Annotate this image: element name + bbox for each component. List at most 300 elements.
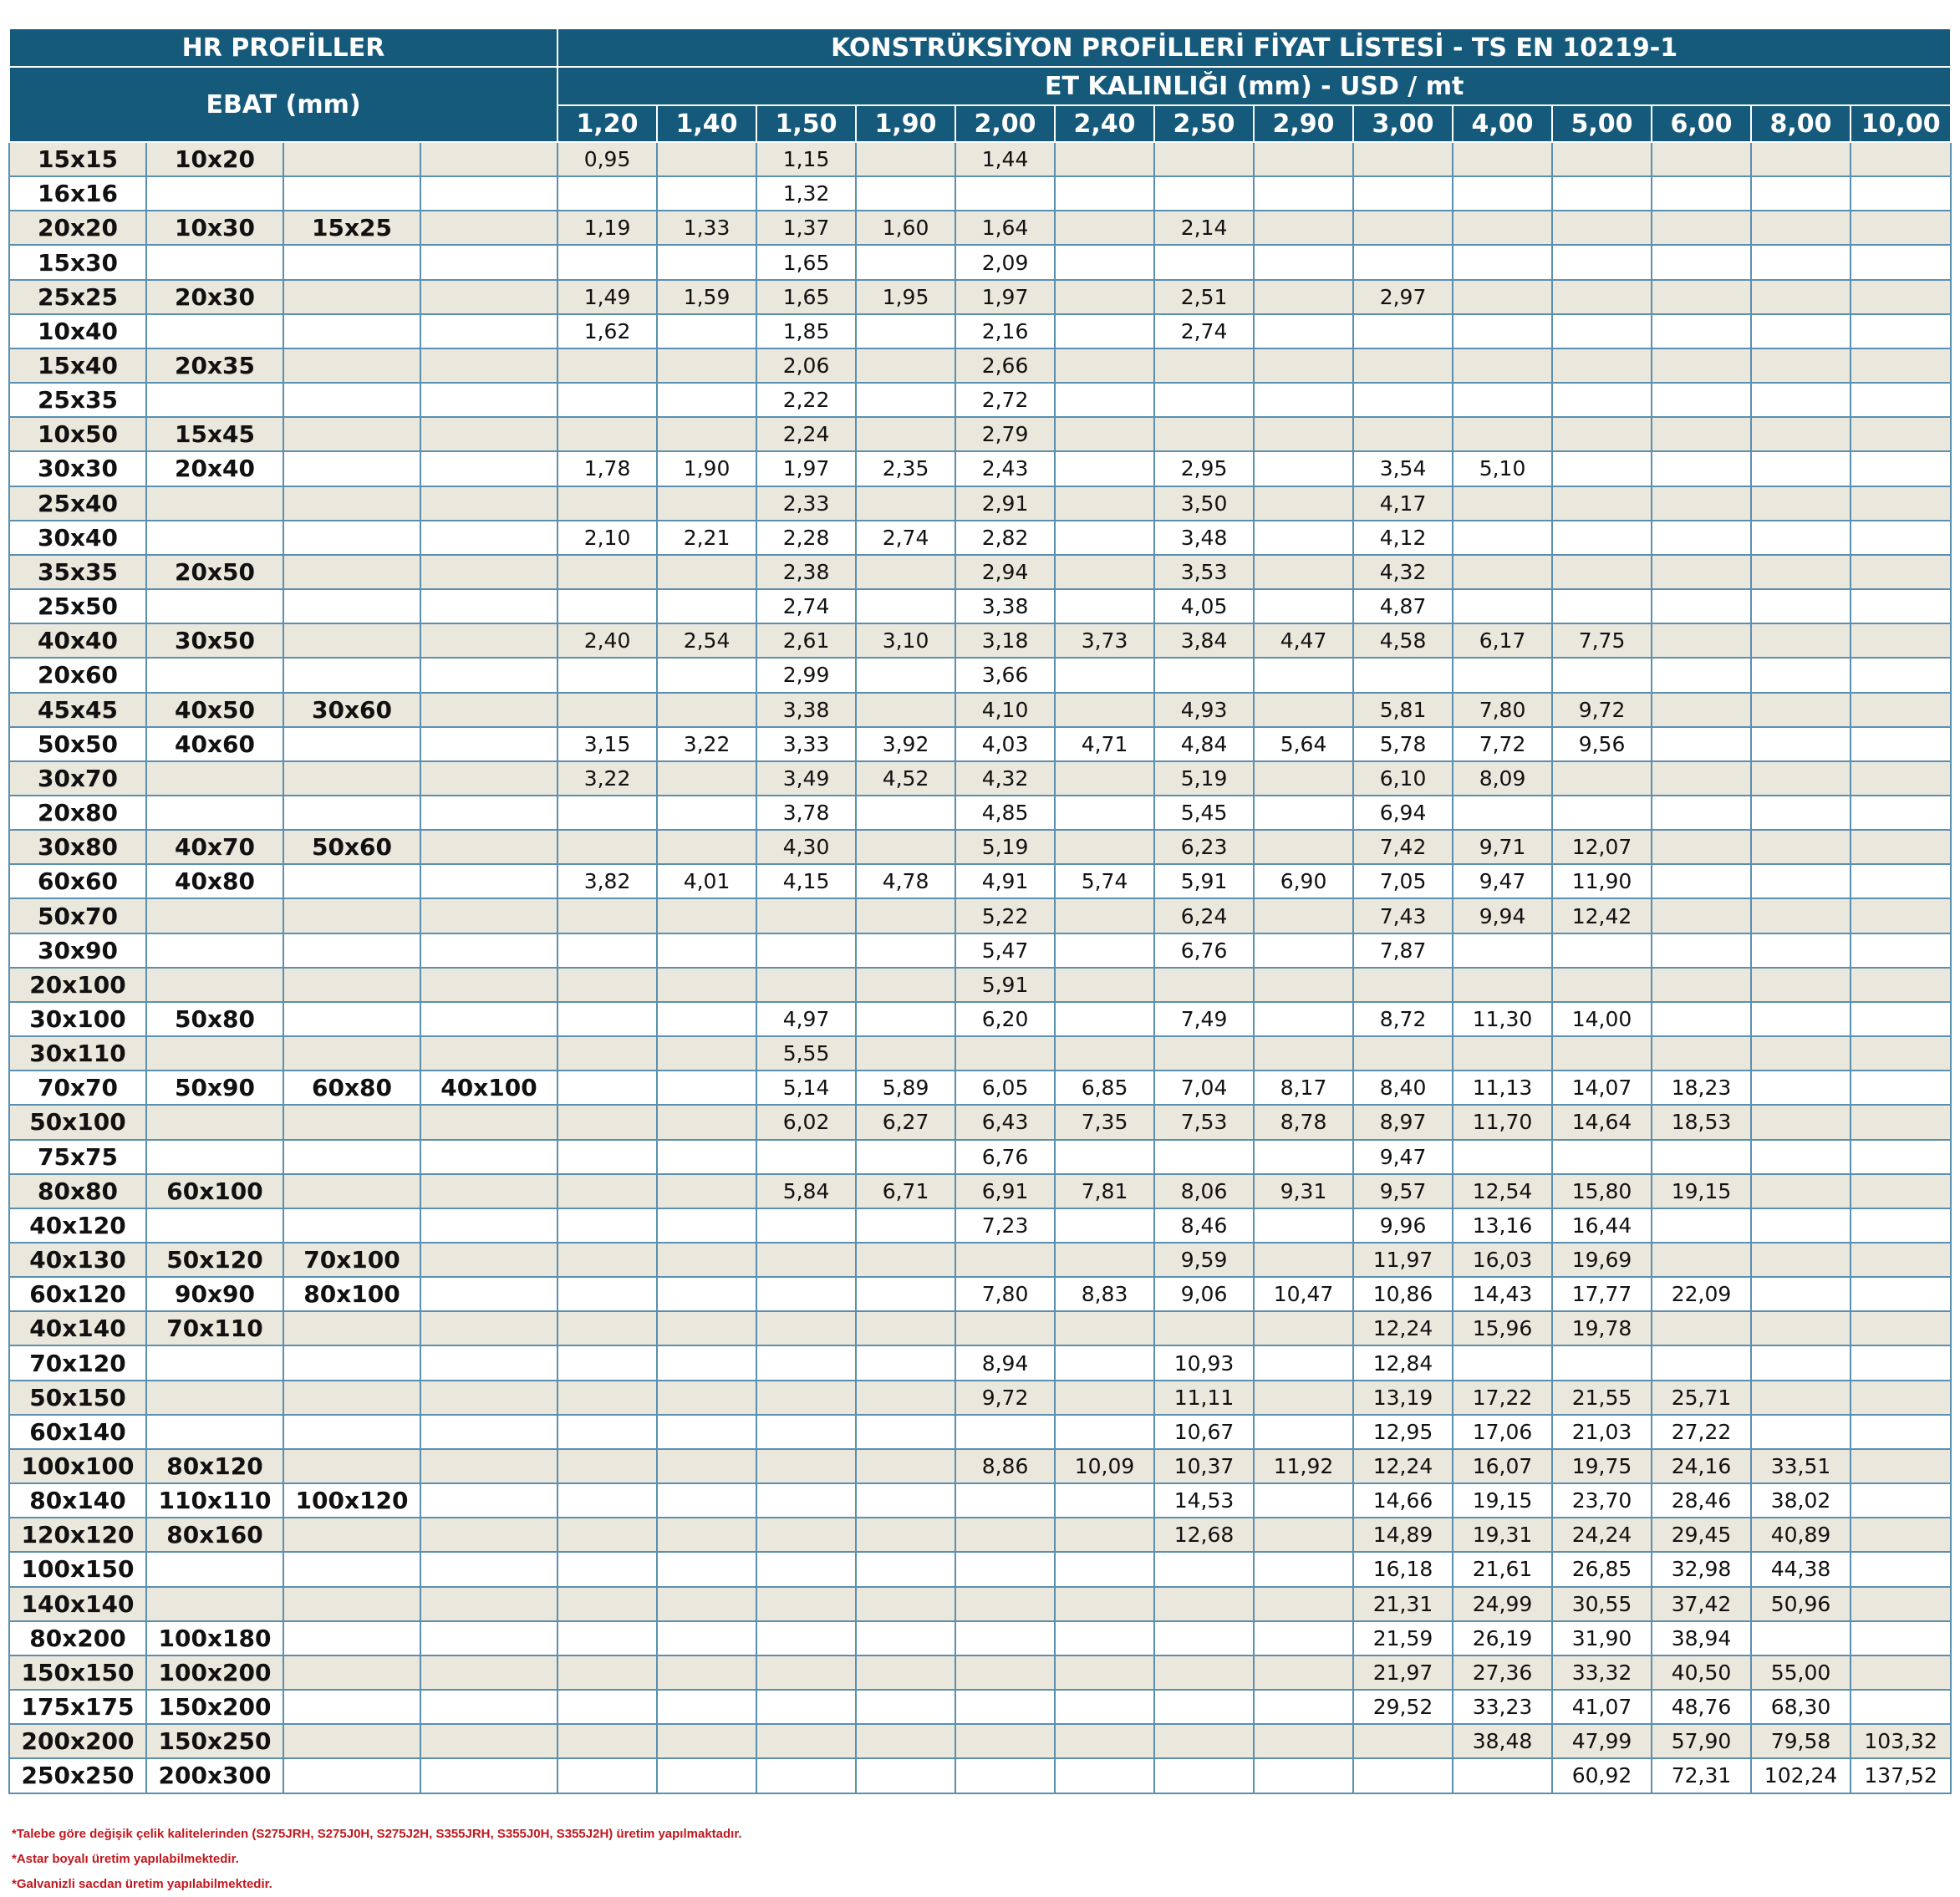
price-cell	[856, 1036, 955, 1071]
price-cell: 21,31	[1353, 1587, 1453, 1621]
size-cell: 50x80	[146, 1002, 283, 1036]
thickness-header-cell: 3,00	[1353, 105, 1453, 142]
price-cell	[1453, 383, 1552, 417]
price-cell: 2,79	[955, 417, 1055, 451]
price-cell: 8,46	[1154, 1208, 1254, 1243]
price-cell	[557, 658, 657, 692]
size-cell	[420, 898, 557, 933]
price-cell	[557, 796, 657, 830]
price-cell	[1254, 1758, 1353, 1793]
size-cell: 50x50	[9, 727, 146, 761]
price-cell	[1552, 451, 1652, 486]
price-cell: 3,53	[1154, 555, 1254, 589]
price-cell	[955, 176, 1055, 211]
price-cell	[1552, 933, 1652, 968]
table-row	[9, 1105, 1951, 1139]
size-cell	[283, 658, 420, 692]
price-cell	[1254, 898, 1353, 933]
price-cell	[1851, 142, 1951, 176]
price-cell: 5,19	[1154, 761, 1254, 796]
price-cell	[557, 348, 657, 383]
price-cell	[856, 1483, 955, 1518]
price-cell	[657, 1552, 756, 1586]
price-cell	[1652, 898, 1751, 933]
size-cell	[146, 1415, 283, 1449]
size-cell	[420, 1724, 557, 1758]
price-cell	[1154, 1758, 1254, 1793]
price-cell	[1552, 245, 1652, 279]
price-cell: 1,97	[955, 280, 1055, 314]
size-cell	[146, 968, 283, 1002]
price-cell	[657, 245, 756, 279]
price-cell: 5,47	[955, 933, 1055, 968]
price-cell	[657, 417, 756, 451]
price-cell	[1652, 555, 1751, 589]
price-cell	[1055, 761, 1154, 796]
price-cell	[856, 693, 955, 727]
price-cell: 2,22	[756, 383, 856, 417]
price-cell: 1,64	[955, 211, 1055, 245]
price-cell: 8,86	[955, 1449, 1055, 1483]
price-cell	[1055, 968, 1154, 1002]
price-cell	[557, 1621, 657, 1655]
price-cell	[1453, 1036, 1552, 1071]
price-cell: 6,71	[856, 1174, 955, 1208]
price-cell: 6,20	[955, 1002, 1055, 1036]
table-row	[9, 176, 1951, 211]
price-cell	[1552, 417, 1652, 451]
price-cell	[657, 1621, 756, 1655]
size-cell: 30x80	[9, 830, 146, 864]
price-cell: 9,47	[1453, 864, 1552, 898]
price-cell	[1254, 589, 1353, 623]
price-cell	[1652, 761, 1751, 796]
price-cell	[557, 1552, 657, 1586]
price-cell	[1552, 761, 1652, 796]
thickness-header-cell: 1,50	[756, 105, 856, 142]
price-cell: 21,55	[1552, 1381, 1652, 1415]
price-cell: 19,75	[1552, 1449, 1652, 1483]
price-cell	[657, 1036, 756, 1071]
price-cell	[1851, 555, 1951, 589]
price-cell	[955, 1311, 1055, 1345]
table-row	[9, 521, 1951, 555]
size-cell	[283, 796, 420, 830]
price-cell: 4,12	[1353, 521, 1453, 555]
price-cell	[557, 1243, 657, 1277]
price-cell: 7,35	[1055, 1105, 1154, 1139]
price-cell	[1055, 245, 1154, 279]
size-cell	[283, 1002, 420, 1036]
price-cell: 6,02	[756, 1105, 856, 1139]
price-cell: 3,66	[955, 658, 1055, 692]
price-cell: 17,22	[1453, 1381, 1552, 1415]
size-cell: 70x100	[283, 1243, 420, 1277]
price-cell	[1254, 1552, 1353, 1586]
price-cell	[1353, 176, 1453, 211]
price-cell: 7,49	[1154, 1002, 1254, 1036]
price-cell	[1453, 211, 1552, 245]
price-cell	[557, 1277, 657, 1311]
price-cell	[756, 898, 856, 933]
size-cell	[283, 1415, 420, 1449]
size-cell: 15x15	[9, 142, 146, 176]
size-cell	[420, 211, 557, 245]
price-cell	[657, 693, 756, 727]
price-cell	[1652, 486, 1751, 521]
size-cell: 30x30	[9, 451, 146, 486]
size-cell: 35x35	[9, 555, 146, 589]
price-cell	[1652, 211, 1751, 245]
price-cell: 14,89	[1353, 1518, 1453, 1552]
price-cell	[1851, 1105, 1951, 1139]
price-cell: 2,24	[756, 417, 856, 451]
price-cell	[1254, 1518, 1353, 1552]
price-cell	[756, 1621, 856, 1655]
price-cell: 4,32	[1353, 555, 1453, 589]
price-cell	[1851, 1483, 1951, 1518]
price-cell	[1751, 245, 1851, 279]
size-cell	[283, 555, 420, 589]
size-cell	[283, 245, 420, 279]
price-cell: 21,03	[1552, 1415, 1652, 1449]
price-cell	[1751, 383, 1851, 417]
table-row	[9, 417, 1951, 451]
size-cell: 250x250	[9, 1758, 146, 1793]
price-cell: 6,76	[1154, 933, 1254, 968]
size-cell	[420, 623, 557, 658]
thickness-header-cell: 2,40	[1055, 105, 1154, 142]
table-row	[9, 727, 1951, 761]
price-cell	[1453, 314, 1552, 348]
size-cell: 20x30	[146, 280, 283, 314]
price-cell	[657, 1105, 756, 1139]
price-cell	[856, 830, 955, 864]
price-cell: 2,54	[657, 623, 756, 658]
price-cell	[756, 1345, 856, 1380]
price-cell: 1,65	[756, 245, 856, 279]
price-cell	[1055, 555, 1154, 589]
price-cell: 4,91	[955, 864, 1055, 898]
table-row	[9, 968, 1951, 1002]
size-cell	[146, 1552, 283, 1586]
price-cell	[856, 1002, 955, 1036]
price-cell	[1055, 417, 1154, 451]
thickness-header-cell: 8,00	[1751, 105, 1851, 142]
price-cell	[1851, 1587, 1951, 1621]
price-cell: 4,30	[756, 830, 856, 864]
price-cell: 2,82	[955, 521, 1055, 555]
price-cell	[1851, 451, 1951, 486]
size-cell: 10x20	[146, 142, 283, 176]
price-cell: 4,87	[1353, 589, 1453, 623]
price-cell	[1652, 314, 1751, 348]
price-cell	[1652, 693, 1751, 727]
price-cell	[756, 1552, 856, 1586]
price-cell	[657, 1415, 756, 1449]
price-cell	[856, 1381, 955, 1415]
price-cell: 3,22	[657, 727, 756, 761]
price-cell	[1552, 589, 1652, 623]
size-cell: 20x40	[146, 451, 283, 486]
table-row	[9, 693, 1951, 727]
price-cell: 25,71	[1652, 1381, 1751, 1415]
price-cell	[657, 1758, 756, 1793]
price-cell	[1453, 245, 1552, 279]
price-cell	[1254, 1690, 1353, 1724]
price-cell	[1254, 1381, 1353, 1415]
price-cell: 10,09	[1055, 1449, 1154, 1483]
size-cell: 50x90	[146, 1071, 283, 1105]
price-cell	[1851, 658, 1951, 692]
price-cell: 2,38	[756, 555, 856, 589]
size-cell: 20x35	[146, 348, 283, 383]
price-cell	[856, 176, 955, 211]
size-cell: 140x140	[9, 1587, 146, 1621]
price-cell: 5,78	[1353, 727, 1453, 761]
size-cell	[420, 1174, 557, 1208]
price-cell: 3,54	[1353, 451, 1453, 486]
price-cell: 37,42	[1652, 1587, 1751, 1621]
size-cell	[420, 1690, 557, 1724]
size-cell: 70x120	[9, 1345, 146, 1380]
price-cell	[1751, 727, 1851, 761]
price-cell: 7,80	[1453, 693, 1552, 727]
price-cell	[856, 1449, 955, 1483]
price-cell	[1652, 348, 1751, 383]
price-cell	[1851, 314, 1951, 348]
size-cell	[420, 1208, 557, 1243]
price-cell	[1453, 1140, 1552, 1174]
size-cell	[283, 933, 420, 968]
price-cell: 68,30	[1751, 1690, 1851, 1724]
price-cell	[1851, 1071, 1951, 1105]
table-row	[9, 245, 1951, 279]
table-row	[9, 589, 1951, 623]
price-cell: 3,38	[955, 589, 1055, 623]
price-cell: 3,49	[756, 761, 856, 796]
price-cell	[1055, 280, 1154, 314]
price-cell: 6,85	[1055, 1071, 1154, 1105]
price-cell	[856, 658, 955, 692]
size-cell: 150x150	[9, 1655, 146, 1690]
price-cell: 2,97	[1353, 280, 1453, 314]
price-cell	[955, 1552, 1055, 1586]
price-cell: 18,53	[1652, 1105, 1751, 1139]
price-cell	[557, 1587, 657, 1621]
price-cell	[557, 176, 657, 211]
price-cell	[657, 1449, 756, 1483]
price-cell	[1652, 830, 1751, 864]
price-cell: 5,45	[1154, 796, 1254, 830]
price-cell	[1652, 864, 1751, 898]
table-row	[9, 1381, 1951, 1415]
size-cell	[146, 1105, 283, 1139]
price-cell	[1254, 1243, 1353, 1277]
price-cell: 4,03	[955, 727, 1055, 761]
price-cell	[657, 1655, 756, 1690]
price-cell	[1055, 348, 1154, 383]
size-cell	[283, 1311, 420, 1345]
price-cell: 7,23	[955, 1208, 1055, 1243]
size-cell: 90x90	[146, 1277, 283, 1311]
table-row	[9, 486, 1951, 521]
table-row	[9, 1655, 1951, 1690]
thickness-header-cell: 2,90	[1254, 105, 1353, 142]
price-cell: 1,49	[557, 280, 657, 314]
price-cell	[1751, 521, 1851, 555]
price-cell	[856, 1311, 955, 1345]
price-cell: 10,86	[1353, 1277, 1453, 1311]
price-cell	[1154, 1621, 1254, 1655]
table-row	[9, 451, 1951, 486]
size-cell	[146, 1208, 283, 1243]
price-cell	[1751, 555, 1851, 589]
price-cell	[856, 1415, 955, 1449]
size-cell: 100x200	[146, 1655, 283, 1690]
price-cell: 21,59	[1353, 1621, 1453, 1655]
price-cell: 11,11	[1154, 1381, 1254, 1415]
price-cell	[657, 486, 756, 521]
table-row	[9, 1311, 1951, 1345]
price-cell	[1652, 280, 1751, 314]
price-cell	[557, 898, 657, 933]
price-cell	[1751, 623, 1851, 658]
left-title: HR PROFİLLER	[9, 28, 557, 67]
price-cell: 8,17	[1254, 1071, 1353, 1105]
price-cell: 38,48	[1453, 1724, 1552, 1758]
price-cell	[1154, 1724, 1254, 1758]
price-cell	[1552, 280, 1652, 314]
price-cell: 3,15	[557, 727, 657, 761]
price-cell	[856, 1345, 955, 1380]
size-cell: 16x16	[9, 176, 146, 211]
price-cell	[856, 933, 955, 968]
price-cell	[1851, 280, 1951, 314]
price-cell	[1851, 1415, 1951, 1449]
price-cell	[1154, 348, 1254, 383]
price-cell	[1751, 589, 1851, 623]
price-cell: 7,75	[1552, 623, 1652, 658]
size-cell	[283, 486, 420, 521]
size-cell: 50x150	[9, 1381, 146, 1415]
price-cell	[1353, 1036, 1453, 1071]
table-row	[9, 1036, 1951, 1071]
table-row	[9, 658, 1951, 692]
price-cell	[1851, 1449, 1951, 1483]
size-cell	[283, 1105, 420, 1139]
price-cell	[1353, 314, 1453, 348]
price-cell	[1751, 1174, 1851, 1208]
price-cell	[856, 1758, 955, 1793]
price-cell	[1055, 176, 1154, 211]
size-cell	[420, 1621, 557, 1655]
price-cell: 2,43	[955, 451, 1055, 486]
table-row	[9, 1071, 1951, 1105]
price-cell: 19,15	[1652, 1174, 1751, 1208]
price-cell: 5,19	[955, 830, 1055, 864]
price-cell	[1751, 898, 1851, 933]
price-cell	[1055, 1690, 1154, 1724]
price-cell: 4,47	[1254, 623, 1353, 658]
price-cell	[1851, 521, 1951, 555]
thickness-header-cell: 4,00	[1453, 105, 1552, 142]
size-cell	[283, 761, 420, 796]
size-cell	[420, 830, 557, 864]
size-cell	[420, 1587, 557, 1621]
size-cell	[420, 142, 557, 176]
price-cell	[557, 383, 657, 417]
price-cell	[657, 1140, 756, 1174]
size-cell	[146, 1036, 283, 1071]
price-cell: 29,52	[1353, 1690, 1453, 1724]
price-cell: 7,80	[955, 1277, 1055, 1311]
price-table-body	[9, 142, 1951, 1793]
thickness-header-cell: 2,00	[955, 105, 1055, 142]
price-cell	[1751, 142, 1851, 176]
size-cell: 25x25	[9, 280, 146, 314]
price-cell: 1,78	[557, 451, 657, 486]
price-cell	[1751, 1105, 1851, 1139]
footnotes	[12, 1822, 1934, 1897]
price-cell: 19,31	[1453, 1518, 1552, 1552]
table-row	[9, 555, 1951, 589]
price-cell	[1353, 1724, 1453, 1758]
price-cell: 16,44	[1552, 1208, 1652, 1243]
price-cell	[1254, 1140, 1353, 1174]
price-cell: 5,10	[1453, 451, 1552, 486]
price-cell	[1154, 1690, 1254, 1724]
price-cell	[557, 1415, 657, 1449]
price-cell	[1055, 211, 1154, 245]
price-cell	[1254, 693, 1353, 727]
price-cell	[657, 142, 756, 176]
price-cell	[1254, 796, 1353, 830]
size-cell	[420, 1036, 557, 1071]
price-cell	[1055, 1002, 1154, 1036]
price-cell: 7,43	[1353, 898, 1453, 933]
price-cell	[955, 1724, 1055, 1758]
table-row	[9, 830, 1951, 864]
price-cell: 57,90	[1652, 1724, 1751, 1758]
price-cell	[1751, 211, 1851, 245]
price-cell	[1751, 1345, 1851, 1380]
price-cell	[557, 1071, 657, 1105]
price-cell	[1552, 521, 1652, 555]
price-cell	[1254, 176, 1353, 211]
price-cell	[1652, 968, 1751, 1002]
price-cell: 6,10	[1353, 761, 1453, 796]
price-cell	[1055, 1518, 1154, 1552]
price-cell	[1652, 727, 1751, 761]
price-cell: 11,13	[1453, 1071, 1552, 1105]
price-cell	[955, 1621, 1055, 1655]
price-cell: 1,19	[557, 211, 657, 245]
size-cell: 60x120	[9, 1277, 146, 1311]
price-cell	[955, 1655, 1055, 1690]
price-cell	[657, 1002, 756, 1036]
table-row	[9, 1690, 1951, 1724]
price-cell	[955, 1036, 1055, 1071]
price-cell	[1552, 555, 1652, 589]
price-cell: 4,10	[955, 693, 1055, 727]
price-cell	[1254, 658, 1353, 692]
thickness-header-cell: 1,40	[657, 105, 756, 142]
price-cell	[1055, 1381, 1154, 1415]
price-cell	[657, 658, 756, 692]
table-row	[9, 1277, 1951, 1311]
price-cell: 3,33	[756, 727, 856, 761]
